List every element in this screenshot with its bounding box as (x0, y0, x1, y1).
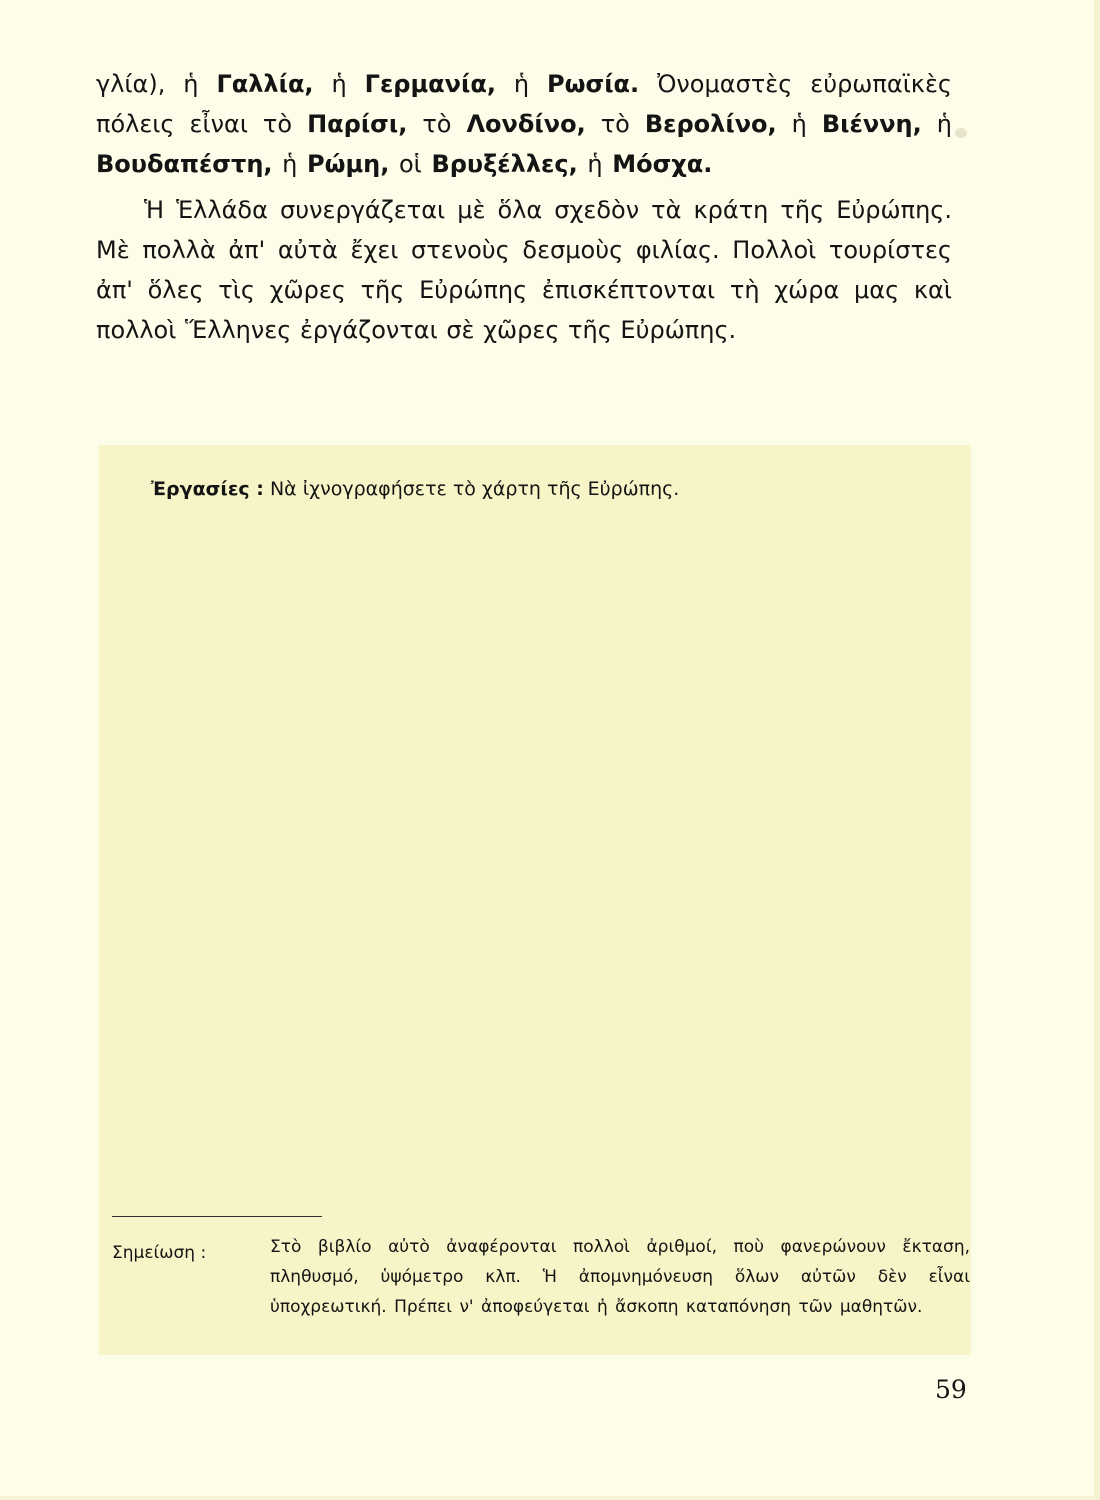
text-fragment: ἡ (282, 150, 298, 178)
text-fragment: ἡ (331, 70, 347, 98)
note-text: Στὸ βιβλίο αὐτὸ ἀναφέρονται πολλοὶ ἀριθμοί, ποὺ φανερώνουν ἔκταση, πληθυσμό, ὑψόμετρο κλπ. Ἡ ἀπομνημόνευση ὅλων αὐτῶν δὲν εἶναι ὑποχρεωτική. Πρέπει ν' ἀποφεύγεται ἡ ἄσκοπη καταπόνηση τῶν μαθητῶν. (270, 1237, 970, 1317)
city-name-paris: Παρίσι, (307, 110, 408, 138)
text-fragment: τὸ (600, 110, 630, 138)
paper-smudge (955, 128, 967, 138)
city-name-moscow: Μόσχα. (612, 150, 713, 178)
exercise-line (151, 476, 679, 502)
exercise-text: Νὰ ἰχνογραφήσετε τὸ χάρτη τῆς Εὐρώπης. (269, 478, 680, 500)
text-fragment: οἱ (398, 150, 422, 178)
text-fragment: τὸ (422, 110, 452, 138)
note-divider (112, 1216, 322, 1217)
country-name-france: Γαλλία, (216, 70, 314, 98)
paragraph-greece-europe: Ἡ Ἑλλάδα συνεργάζεται μὲ ὅλα σχεδὸν τὰ κράτη τῆς Εὐρώπης. Μὲ πολλὰ ἀπ' αὐτὰ ἔχει στενοὺς δεσμοὺς φιλίας. Πολλοὶ τουρίστες ἀπ' ὅλες τὶς χῶρες τῆς Εὐρώπης ἐπισκέπτονται τὴ χώρα μας καὶ πολλοὶ Ἕλληνες ἐργάζονται σὲ χῶρες τῆς Εὐρώπης. (96, 196, 952, 344)
text-fragment: ἡ (791, 110, 807, 138)
exercise-box (99, 445, 971, 1355)
city-name-london: Λονδίνο, (466, 110, 586, 138)
country-name-russia: Ρωσία. (547, 70, 640, 98)
city-name-rome: Ρώμη, (307, 150, 390, 178)
text-fragment: ἡ (936, 110, 952, 138)
city-name-vienna: Βιέννη, (821, 110, 922, 138)
text-fragment: ἡ (183, 70, 199, 98)
exercise-label: Ἐργασίες : (151, 478, 264, 500)
city-name-budapest: Βουδαπέστη, (96, 150, 273, 178)
text-fragment: γλία), (96, 70, 166, 98)
page-number: 59 (935, 1375, 967, 1404)
note-label: Σημείωση : (112, 1243, 207, 1263)
text-fragment: ἡ (513, 70, 530, 98)
city-name-brussels: Βρυξέλλες, (431, 150, 578, 178)
paragraph-countries-cities (96, 64, 952, 184)
country-name-germany: Γερμανία, (364, 70, 496, 98)
city-name-berlin: Βερολίνο, (644, 110, 777, 138)
text-fragment: Ὀνομαστὲς εὐρωπαϊκὲς πόλεις εἶναι τὸ (96, 70, 953, 138)
text-fragment: ἡ (587, 150, 603, 178)
